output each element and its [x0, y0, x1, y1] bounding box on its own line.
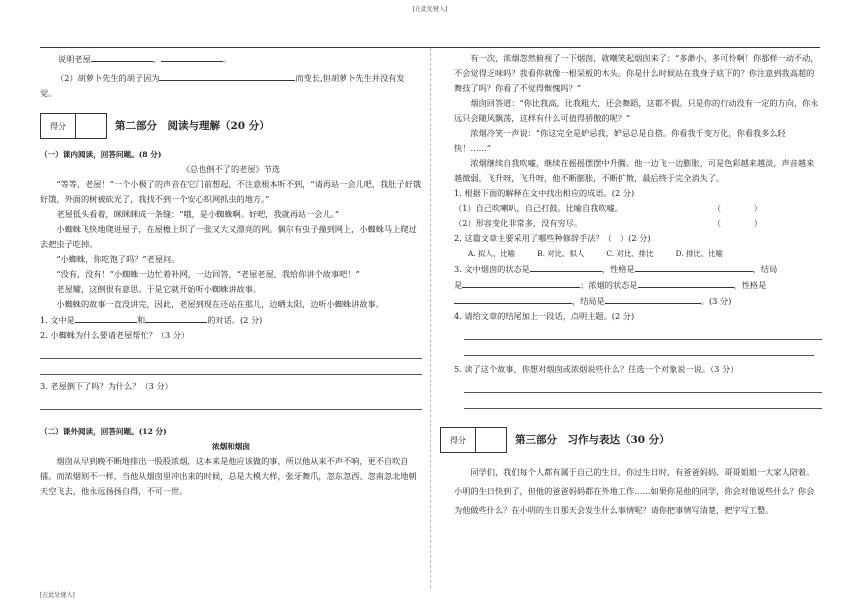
- q1a-text: （1）自己吹喇叭，自己打鼓。比喻自我吹嘘。: [454, 203, 623, 213]
- q3-end: ，结局: [752, 264, 778, 274]
- score-label: 得分: [441, 428, 476, 452]
- q1-post: 的对话。(2 分): [207, 315, 263, 325]
- story2-paragraph: 烟囱回答道：“你比我高，比我粗大，还会舞蹈，这都不假。只是你的行动没有一定的方向，你永远只会随风飘荡，这样有什么可值得骄傲的呢？”: [454, 98, 819, 123]
- q3-pre: 3. 文中烟囱的状态是: [454, 264, 530, 274]
- story2-paragraph: 浓烟继续自我吹嘘，继续在摇摇摆摆中升腾。他一边飞一边膨胀，可是色彩越来越淡，声音越来越微弱，飞升呀，飞升呀，他不断膨胀，不断扩散，最后终于完全消失了。: [454, 158, 815, 183]
- right-q2: 2. 这篇文章主要采用了哪些种修辞手法？（ ）(2 分): [454, 233, 651, 243]
- q1-pre: 1. 文中是: [40, 315, 75, 325]
- blank: [462, 277, 580, 288]
- question-2: [56, 70, 422, 86]
- q3-line1: [454, 261, 822, 277]
- blank: [530, 261, 602, 272]
- blank: [605, 293, 701, 304]
- story2-paragraph: 有一次，浓烟忽然俯视了一下烟囱，就嘲笑起烟囱来了：“多渺小，多可怜啊！你那样一动不动，不会觉得乏味吗？我看你就像一根呆板的木头。你是什么时候站在我身子底下的？你注意到我高超的舞技了吗？你看了不觉得惭愧吗？”: [454, 53, 819, 93]
- blank: [161, 51, 223, 62]
- q2-options: A. 拟人、比喻 B. 对比、拟人 C. 对比、排比 D. 排比、比喻: [468, 249, 723, 258]
- blank: [75, 312, 137, 323]
- q3-line2: [454, 277, 822, 293]
- story2-title: 浓烟和烟囱: [212, 442, 250, 451]
- blank: [145, 312, 207, 323]
- blank: [159, 70, 295, 81]
- right-q5: 5. 读了这个故事，你想对烟囱或浓烟说些什么？任选一个对象说一说。（3 分）: [454, 364, 739, 374]
- page-footer: [在此处键入]: [40, 592, 75, 599]
- left-q3: 3. 老屋倒下了吗？为什么？（3 分）: [40, 381, 173, 391]
- line-1: [58, 51, 422, 67]
- score-box: [40, 113, 107, 139]
- right-column: [450, 48, 822, 520]
- line1-text: 说明老屋: [58, 54, 91, 64]
- q1-mid: 和: [136, 315, 146, 325]
- blank: [454, 293, 572, 304]
- answer-line[interactable]: [40, 345, 422, 359]
- answer-line[interactable]: [40, 361, 422, 375]
- story-paragraph: 小蜘蛛的故事一直没讲完，因此，老屋到现在还站在那儿，边晒太阳，边听小蜘蛛讲故事。: [56, 299, 384, 309]
- answer-paren[interactable]: （ ）: [712, 218, 762, 228]
- story2-paragraph: 烟囱从早到晚不断地排出一股股浓烟，这本来是他应该做的事，所以他从来不声不响，更不自吹自擂。而浓烟则不一样，当他从烟囱里冲出来的时候，总是大模大样，张牙舞爪，忽东忽西、忽南忽北地朝天空飞去，他永远扬扬自得，不可一世。: [40, 456, 417, 496]
- section2-title: 第二部分 阅读与理解（20 分）: [115, 119, 270, 132]
- story-paragraph: “没有，没有！”小蜘蛛一边忙着补网，一边回答，“老屋老屋，我给你讲个故事吧！”: [56, 269, 360, 279]
- left-column: [40, 48, 422, 499]
- left-q2: 2. 小蜘蛛为什么要请老屋帮忙？（3 分）: [40, 330, 190, 340]
- right-q1: 1. 根据下面的解释在文中找出相应的成语。(2 分): [454, 188, 635, 198]
- story-paragraph: “小蜘蛛，你吃饱了吗？”老屋问。: [56, 254, 180, 264]
- q3-l3-mid: ，结局是: [572, 296, 605, 306]
- section3-row: [440, 427, 822, 453]
- line1-sep: 、: [152, 54, 161, 64]
- score-field[interactable]: [476, 428, 506, 452]
- answer-line[interactable]: [40, 396, 422, 410]
- page-header: [在此处键入]: [412, 6, 448, 13]
- score-field[interactable]: [76, 114, 106, 138]
- score-box: [440, 427, 507, 453]
- blank: [635, 261, 753, 272]
- q3-mid: ，性格是: [601, 264, 635, 274]
- right-q4: 4. 请给文章的结尾加上一段话，点明主题。(2 分): [454, 311, 635, 321]
- blank: [91, 51, 153, 62]
- q1a-row: [454, 201, 822, 216]
- answer-line[interactable]: [464, 342, 814, 356]
- q2-pre: （2）胡萝卜先生的胡子因为: [56, 73, 160, 83]
- story-title: 《总也倒不了的老屋》节选: [181, 164, 281, 174]
- answer-line[interactable]: [464, 379, 822, 393]
- part1-heading: （一）课内阅读，回答问题。(8 分): [40, 150, 162, 159]
- q3-l2-pre: 是: [454, 280, 463, 290]
- column-divider: [430, 48, 431, 588]
- q1b-row: [454, 216, 822, 231]
- story2-paragraph: 浓烟冷笑一声说：“你这完全是妒忌我，妒忌总是自搭。你看我千变万化，你看我多么轻快！……”: [454, 128, 786, 153]
- story-paragraph: 小蜘蛛飞快地爬进屋子，在屋檐上织了一张又大又漂亮的网。偶尔有虫子撞到网上，小蜘蛛马上爬过去把虫子吃掉。: [40, 224, 417, 249]
- q1b-text: （2）形容变化非常多，没有穷尽。: [454, 218, 583, 228]
- q2-post: 而变长,但胡萝卜先生并没有发: [295, 73, 405, 83]
- story-paragraph: 老屋耀，这倒很有意思。于是它就开始听小蜘蛛讲故事。: [56, 284, 262, 294]
- answer-line[interactable]: [464, 395, 822, 409]
- left-q1: [40, 312, 422, 328]
- q3-l3-end: 。(3 分): [700, 296, 732, 306]
- section3-title: 第三部分 习作与表达（30 分）: [515, 433, 670, 446]
- story-paragraph: 老屋低头看着，眯眯眯成一条缝：“哦，是小蜘蛛啊。好吧，我就再站一会儿。”: [56, 209, 340, 219]
- story-paragraph: “等等，老屋！”一个小极了的声音在它门前想起，不注意根本听不到，“请再站一会儿吧，我肚子好饿好饿，外面的树被砍光了，我找不到一个安心织网抓虫的地方。”: [40, 179, 422, 204]
- answer-line[interactable]: [464, 326, 822, 340]
- q3-l2-mid: ；浓烟的状态是: [580, 280, 638, 290]
- q3-l2-end: ，性格是: [733, 280, 767, 290]
- part2-heading: （二）课外阅读，回答问题。(12 分): [40, 427, 167, 436]
- writing-prompt: 同学们，我们每个人都有属于自己的生日，你过生日时，有爸爸妈妈、哥哥姐姐一大家人陪着。小明的生日快到了，但他的爸爸妈妈都在外地工作……如果你是他的同学，你会对他说些什么？你会为他做些什么？在小明的生日那天会发生什么事情呢？请你把事情写清楚，把字写工整。: [454, 467, 815, 515]
- blank: [638, 277, 734, 288]
- score-label: 得分: [41, 114, 76, 138]
- answer-paren[interactable]: （ ）: [712, 203, 762, 213]
- q2-cont: 觉。: [40, 88, 57, 98]
- line1-end: 。: [222, 54, 232, 64]
- section2-row: [40, 113, 422, 139]
- q3-line3: [454, 293, 822, 309]
